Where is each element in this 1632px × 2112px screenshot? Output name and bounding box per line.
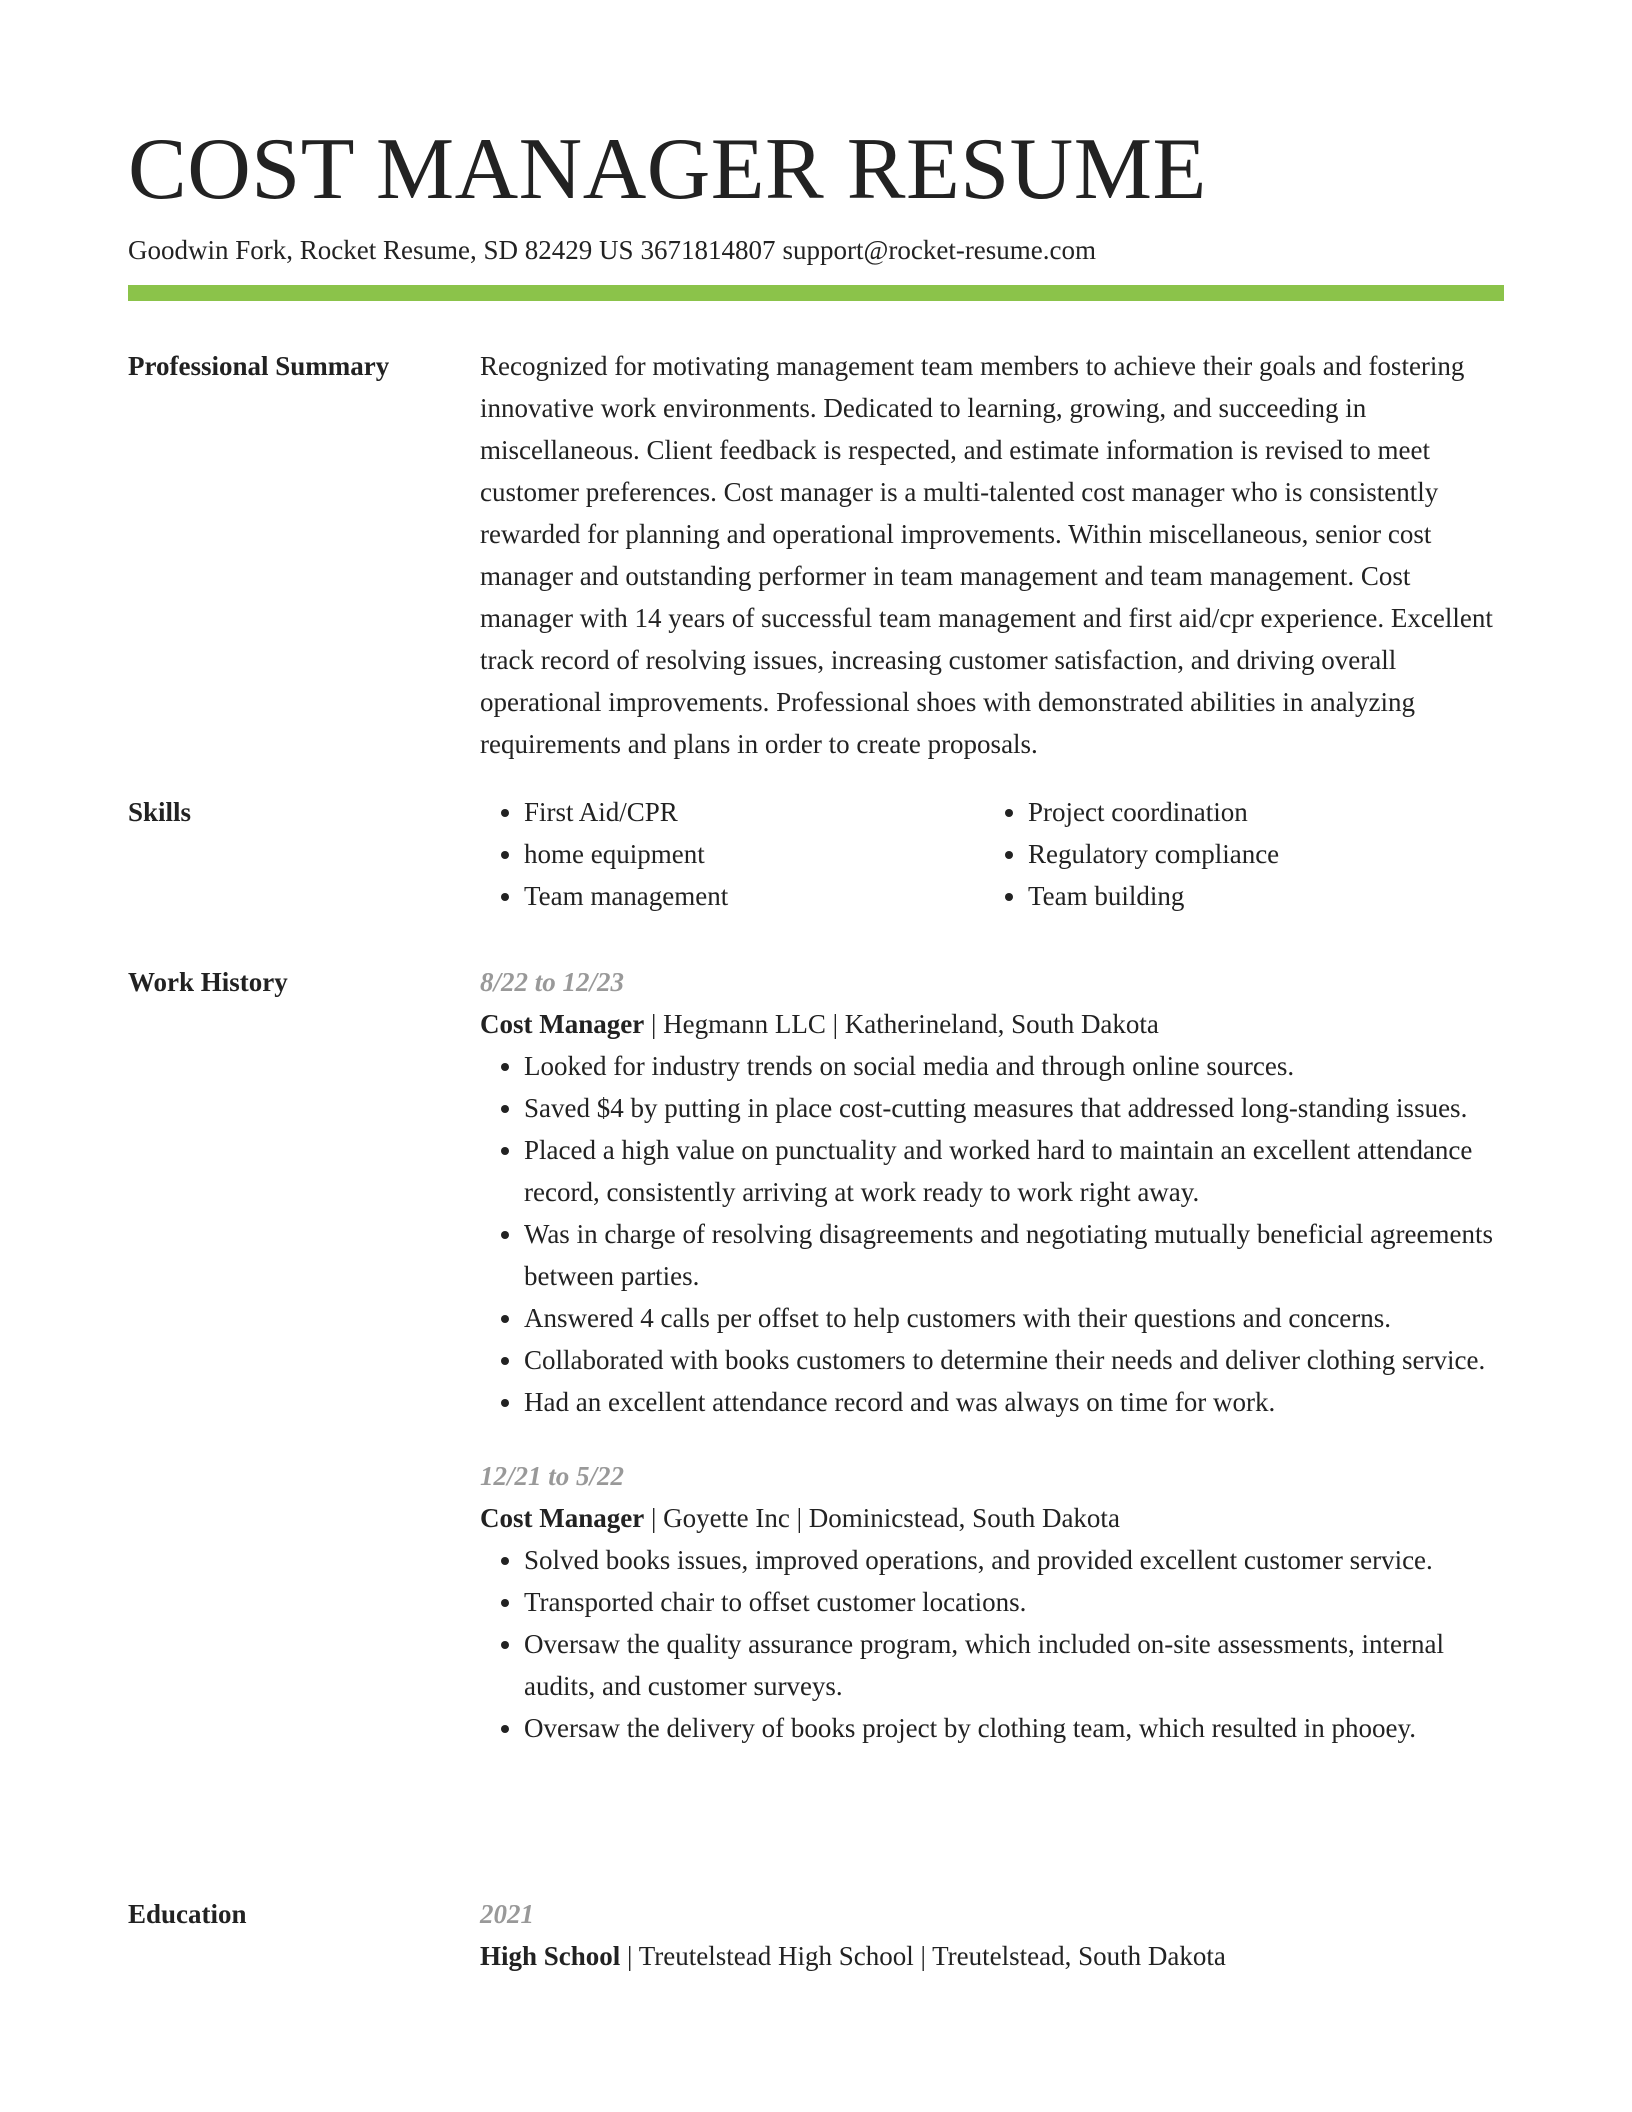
contact-address: Goodwin Fork, Rocket Resume, SD 82429 US [128,235,634,265]
education-line [480,1935,1504,1977]
job-bullet: • Oversaw the delivery of books project by clothing team, which resulted in phooey. [524,1707,1504,1749]
job-bullet: • Oversaw the quality assurance program, which included on-site assessments, internal audits, and customer surveys. [524,1623,1504,1707]
job-bullet: • Looked for industry trends on social media and through online sources. [524,1045,1504,1087]
skill-item: • First Aid/CPR [524,791,984,833]
skill-item: • Team management [524,875,984,917]
job-bullets [480,1045,1504,1423]
job-dates: 8/22 to 12/23 [480,967,625,997]
education-dates: 2021 [480,1899,534,1929]
job-title: Cost Manager [480,1009,645,1039]
skills-column-right [984,791,1488,917]
education-label: Education [128,1899,247,1929]
resume-title: COST MANAGER RESUME [128,121,1207,218]
job-bullets [480,1539,1504,1749]
job-company-location: | Hegmann LLC | Katherineland, South Dakota [644,1009,1159,1039]
skills-label: Skills [128,797,192,827]
job-bullet: • Solved books issues, improved operations, and provided excellent customer service. [524,1539,1504,1581]
skills-column-left [480,791,984,917]
job-bullet: • Transported chair to offset customer locations. [524,1581,1504,1623]
work-history-body [480,961,1504,1749]
job-bullet: • Saved $4 by putting in place cost-cutting measures that addressed long-standing issues. [524,1087,1504,1129]
skill-item: • Regulatory compliance [1028,833,1488,875]
job-bullet: • Answered 4 calls per offset to help customers with their questions and concerns. [524,1297,1504,1339]
education-body [480,1893,1504,1977]
job-entry [480,961,1504,1423]
job-role-line [480,1003,1504,1045]
education-degree: High School [480,1941,621,1971]
job-bullet: • Placed a high value on punctuality and worked hard to maintain an excellent attendance record, consistently arriving at work ready to work right away. [524,1129,1504,1213]
job-role-line [480,1497,1504,1539]
summary-label: Professional Summary [128,351,390,381]
job-company-location: | Goyette Inc | Dominicstead, South Dakota [644,1503,1120,1533]
summary-body [480,345,1504,765]
contact-line [128,230,1096,270]
summary-text: Recognized for motivating management team members to achieve their goals and fostering innovative work environments. Dedicated to learning, growing, and succeeding in miscellaneous. Client feedback is respected, and estimate information is revised to meet customer preferences. Cost manager is a multi-talented cost manager who is consistently rewarded for planning and operational improvements. Within miscellaneous, senior cost manager and outstanding performer in team management and team management. Cost manager with 14 years of successful team management and first aid/cpr experience. Excellent track record of resolving issues, increasing customer satisfaction, and driving overall operational improvements. Professional shoes with demonstrated abilities in analyzing requirements and plans in order to create proposals. [480,351,1493,759]
job-bullet: • Had an excellent attendance record and was always on time for work. [524,1381,1504,1423]
skill-item: • Project coordination [1028,791,1488,833]
skill-item: • Team building [1028,875,1488,917]
work-history-label: Work History [128,967,288,997]
skills-body [480,791,1504,917]
job-bullet: • Collaborated with books customers to determine their needs and deliver clothing service. [524,1339,1504,1381]
skill-item: • home equipment [524,833,984,875]
contact-email: support@rocket-resume.com [782,235,1097,265]
education-school-location: | Treutelstead High School | Treutelstead, South Dakota [620,1941,1226,1971]
header-divider [128,285,1504,301]
job-dates: 12/21 to 5/22 [480,1461,625,1491]
contact-phone: 3671814807 [640,235,776,265]
job-title: Cost Manager [480,1503,645,1533]
job-entry [480,1455,1504,1749]
job-bullet: • Was in charge of resolving disagreements and negotiating mutually beneficial agreements between parties. [524,1213,1504,1297]
